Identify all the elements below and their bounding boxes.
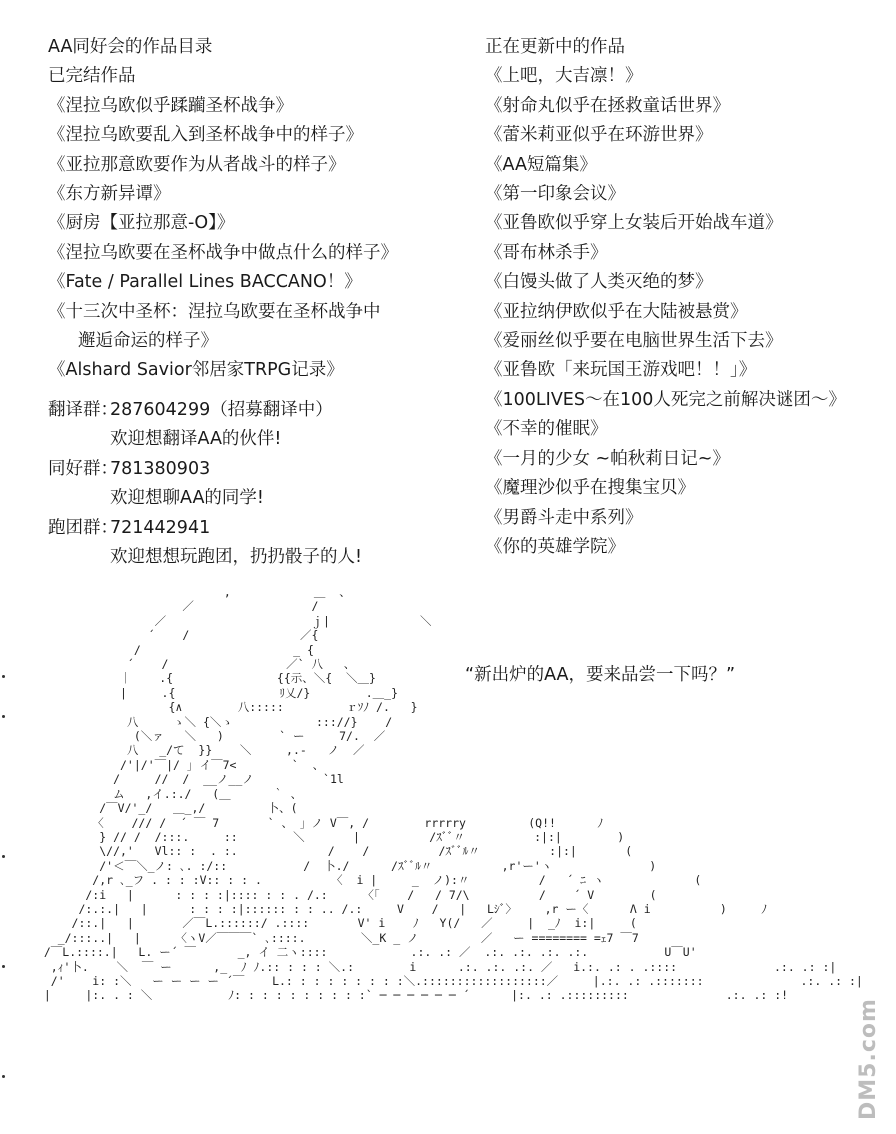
completed-item: 《涅拉乌欧要在圣杯战争中做点什么的样子》 xyxy=(48,242,398,263)
ongoing-item: 《亚鲁欧似乎穿上女装后开始战车道》 xyxy=(485,213,783,234)
ongoing-item: 《男爵斗走中系列》 xyxy=(485,507,643,528)
ongoing-item: 《射命丸似乎在拯救童话世界》 xyxy=(485,95,730,116)
group-number: 721442941 xyxy=(110,517,211,538)
ongoing-item: 《爱丽丝似乎要在电脑世界生活下去》 xyxy=(485,331,783,352)
group-invite-text: 欢迎想翻译AA的伙伴! xyxy=(110,429,282,450)
completed-item: 《涅拉乌欧要乱入到圣杯战争中的样子》 xyxy=(48,125,363,146)
completed-item: 《十三次中圣杯：涅拉乌欧要在圣杯战争中 xyxy=(48,301,381,322)
group-label: 同好群： xyxy=(48,458,118,479)
watermark-logo: DM5.com xyxy=(856,998,881,1120)
group-number: 287604299（招募翻译中） xyxy=(110,399,333,420)
ascii-art-text: , ＿ 、 ／ / ／ ｊ| ＼ ´ / ／{ / _ { ´ / ／` 八 、 ｜ .{ {{示、＼{ ＼＿} | .{ ﾘ乂/} .＿_} {∧ 八::::: ｒｿﾉ /. } 八 ゝ＼ {＼ゝ ::://} / (＼ァ ＼ ) ` ー 7/. ／ 八 _/て }} ＼ ,.- ノ ／ /'|/'￣|/ ｣ イ￣7< ` 、 / // / __ノ__ノ `1l ム ,イ.:./ (＿ ｀ 、 /￣V/'_/ ＿_,/ 卜、( 〈 /// / ´ ￣ 7 ` 、 」ノ V￣, / rrrrry (Q!! ﾉ } // / /:::. :: ＼ | /ｽﾞﾞ〃 :|:| ) \//,' Vl:: : . :. / / /ｽﾞﾞﾙ〃 :|:| ( /'＜￣＼_ノ: ､. :/:: / 卜./ /ｽﾞﾞﾙ〃 ,r'ー'ヽ ) /,r ､_フ . : : :V:: : : . 〈 i | _ ノ):〃 / ´ ﾆ ヽ ( /:i | : : : :|:::: : : . /.: 〈「 / / 7/\ / ´ V ( /:.:.| | : : : :|:::::: : : .. /.: V / | Lｼﾞ〉 ,r ー〈 Λ i ) ﾉ /::.| | ／￣L.::::::/ .:::: V' i ﾉ Y(/ ／ | _ﾉ i:| ( _/:::..| | 〈ヽV／￣￣￣` ､::::. ＼_K _ ノ ／ ー ======== =ｪ7 ￣7 /￣L.::::.| L. ー´ ￣ _, イ 二ヽ:::: .:. .: ／ .:. .:. .:. .:. U￣U' ,ｨ'卜. ＼ ￣ ー ,_ ﾉ ﾉ.:: : : : ＼.: i .:. .:. .:. ／ i.:. .: . .:::: .:. .: :| /' i: :＼ ー ー ー ー ´￣ L.: : : : : : : : :＼.::::::::::::::::::／ |.:. .: .::::::: .:. .: :| | |:. . : ＼ ﾉ: : : : : : : : : :` ─ ─ ─ ─ ─ ─ ´ |:. .: .::::::::: .:. .: :! xyxy=(43,585,863,1003)
ongoing-item: 《一月的少女 ~帕秋莉日记~》 xyxy=(485,448,730,469)
ascii-art-area xyxy=(0,585,896,1134)
right-column xyxy=(485,33,885,562)
group-invite-text: 欢迎想聊AA的同学! xyxy=(110,488,264,509)
completed-item: 《东方新异谭》 xyxy=(48,184,171,205)
group-label: 跑团群： xyxy=(48,517,118,538)
group-info xyxy=(48,396,468,572)
ongoing-item: 《哥布林杀手》 xyxy=(485,242,608,263)
right-heading: 正在更新中的作品 xyxy=(485,37,625,57)
group-number: 781380903 xyxy=(110,458,211,479)
group-row xyxy=(48,455,468,484)
ongoing-item: 《蕾米莉亚似乎在环游世界》 xyxy=(485,125,713,146)
margin-dots xyxy=(2,675,14,1095)
completed-item: 邂逅命运的样子》 xyxy=(78,331,218,352)
ongoing-item: 《100LIVES～在100人死完之前解决谜团～》 xyxy=(485,389,846,410)
speech-bubble-text: “新出炉的AA，要来品尝一下吗？” xyxy=(465,665,736,685)
ongoing-item: 《AA短篇集》 xyxy=(485,154,597,175)
ongoing-item: 《魔理沙似乎在搜集宝贝》 xyxy=(485,478,695,499)
group-label: 翻译群： xyxy=(48,399,118,420)
completed-label: 已完结作品 xyxy=(48,66,136,87)
ongoing-item: 《第一印象会议》 xyxy=(485,184,625,205)
completed-item: 《厨房【亚拉那意-O】》 xyxy=(48,213,235,234)
ongoing-item: 《你的英雄学院》 xyxy=(485,536,625,557)
left-column xyxy=(48,33,468,572)
ongoing-list xyxy=(485,62,885,562)
group-row xyxy=(48,514,468,543)
ongoing-item: 《亚鲁欧「来玩国王游戏吧！！」》 xyxy=(485,360,757,381)
ongoing-item: 《亚拉纳伊欧似乎在大陆被悬赏》 xyxy=(485,301,748,322)
group-row xyxy=(48,396,468,425)
ongoing-item: 《不幸的催眠》 xyxy=(485,419,608,440)
group-invite-text: 欢迎想想玩跑团，扔扔骰子的人! xyxy=(110,546,363,567)
completed-item: 《亚拉那意欧要作为从者战斗的样子》 xyxy=(48,154,346,175)
completed-item: 《Fate / Parallel Lines BACCANO！》 xyxy=(48,272,362,293)
completed-list xyxy=(48,92,468,386)
ongoing-item: 《白馒头做了人类灭绝的梦》 xyxy=(485,272,713,293)
completed-item: 《涅拉乌欧似乎蹂躏圣杯战争》 xyxy=(48,95,293,116)
completed-item: 《Alshard Savior邻居家TRPG记录》 xyxy=(48,360,344,381)
left-heading: AA同好会的作品目录 xyxy=(48,37,213,57)
ongoing-item: 《上吧，大吉凛！》 xyxy=(485,66,643,87)
